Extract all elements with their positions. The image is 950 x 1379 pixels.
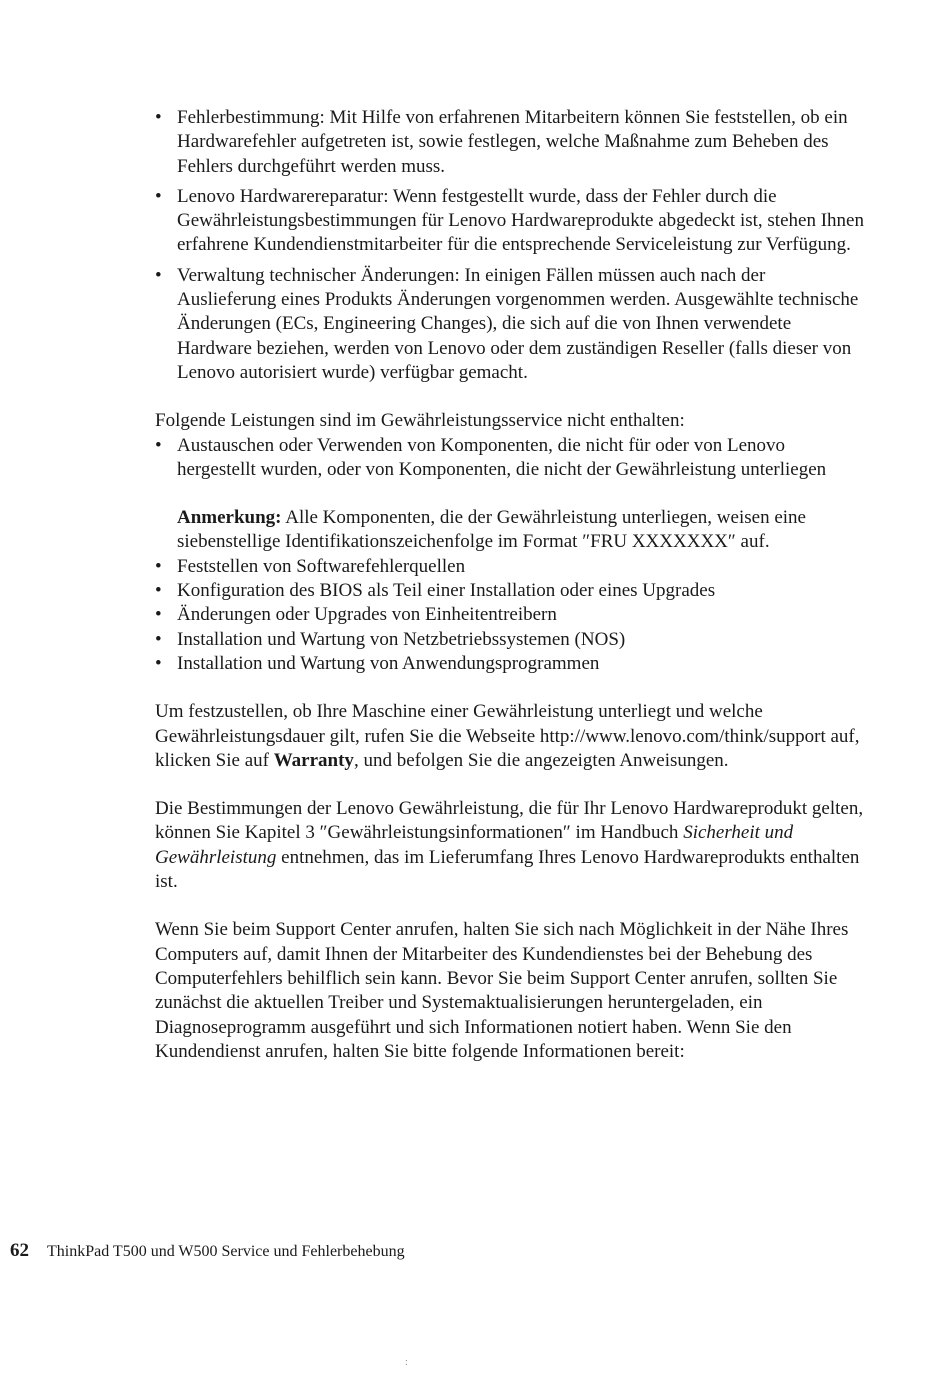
terms-text: Die Bestimmungen der Lenovo Gewährleistung, die für Ihr Lenovo Hardwareprodukt gelten, können Sie Kapitel 3 ″Gewährleistungsinformationen″ im Handbuch bbox=[155, 798, 864, 844]
note bbox=[177, 506, 867, 555]
terms-paragraph bbox=[155, 797, 867, 894]
page-content bbox=[155, 106, 867, 1064]
list-item: • Lenovo Hardwarereparatur: Wenn festgestellt wurde, dass der Fehler durch die Gewährleistungsbestimmungen für Lenovo Hardwareprodukte abgedeckt ist, stehen Ihnen erfahrene Kundendienstmitarbeiter für die entsprechende Serviceleistung zur Verfügung. bbox=[155, 185, 867, 258]
handbook-title: Sicherheit und Gewährleistung bbox=[155, 822, 794, 868]
excluded-intro: Folgende Leistungen sind im Gewährleistungsservice nicht enthalten: bbox=[155, 410, 685, 432]
terms-text-end: entnehmen, das im Lieferumfang Ihres Lenovo Hardwareprodukts enthalten ist. bbox=[155, 846, 860, 893]
list-item: • Feststellen von Softwarefehlerquellen bbox=[155, 555, 867, 579]
note-label: Anmerkung: bbox=[177, 507, 282, 529]
list-item: • Konfiguration des BIOS als Teil einer Installation oder eines Upgrades bbox=[155, 579, 867, 603]
footer-title: ThinkPad T500 und W500 Service und Fehlerbehebung bbox=[47, 1243, 405, 1260]
scan-marker: : bbox=[405, 1357, 408, 1368]
list-item: • Installation und Wartung von Netzbetriebssystemen (NOS) bbox=[155, 628, 867, 652]
page-number: 62 bbox=[10, 1240, 29, 1261]
warranty-paragraph bbox=[155, 700, 867, 773]
warranty-link-label: Warranty bbox=[273, 749, 354, 771]
excluded-list bbox=[155, 434, 867, 677]
list-item: • Änderungen oder Upgrades von Einheitentreibern bbox=[155, 603, 867, 627]
list-item: • Fehlerbestimmung: Mit Hilfe von erfahrenen Mitarbeitern können Sie feststellen, ob ein Hardwarefehler aufgetreten ist, sowie festlegen, welche Maßnahme zum Beheben des Fehlers durchgeführt werden muss. bbox=[155, 106, 867, 179]
page-footer bbox=[10, 1240, 405, 1263]
note-text: Alle Komponenten, die der Gewährleistung unterliegen, weisen eine siebenstellige Identifikationszeichenfolge im Format ″FRU XXXXXXX″ auf. bbox=[177, 507, 806, 553]
call-paragraph: Wenn Sie beim Support Center anrufen, halten Sie sich nach Möglichkeit in der Nähe Ihres Computers auf, damit Ihnen der Mitarbeiter des Kundendienstes bei der Behebung des Computerfehlers behilflich sein kann. Bevor Sie beim Support Center anrufen, sollten Sie zunächst die aktuellen Treiber und Systemaktualisierungen heruntergeladen, ein Diagnoseprogramm ausgeführt und sich Informationen notiert haben. Wenn Sie den Kundendienst anrufen, halten Sie bitte folgende Informationen bereit: bbox=[155, 919, 849, 1062]
service-list bbox=[155, 106, 867, 385]
list-item: • Installation und Wartung von Anwendungsprogrammen bbox=[155, 652, 867, 676]
list-item: • Verwaltung technischer Änderungen: In einigen Fällen müssen auch nach der Auslieferung eines Produkts Änderungen vorgenommen werden. Ausgewählte technische Änderungen (ECs, Engineering Changes), die sich auf die von Ihnen verwendete Hardware beziehen, werden von Lenovo oder dem zuständigen Reseller (falls dieser von Lenovo autorisiert wurde) verfügbar gemacht. bbox=[155, 264, 867, 385]
list-item bbox=[155, 434, 867, 555]
warranty-text-end: , und befolgen Sie die angezeigten Anweisungen. bbox=[353, 749, 729, 771]
warranty-text: Um festzustellen, ob Ihre Maschine einer Gewährleistung unterliegt und welche Gewährleistungsdauer gilt, rufen Sie die Webseite http://www.lenovo.com/think/support auf, klicken Sie auf bbox=[155, 701, 860, 771]
list-item-text: Austauschen oder Verwenden von Komponenten, die nicht für oder von Lenovo hergestellt wurden, oder von Komponenten, die nicht der Gewährleistung unterliegen bbox=[177, 434, 827, 480]
